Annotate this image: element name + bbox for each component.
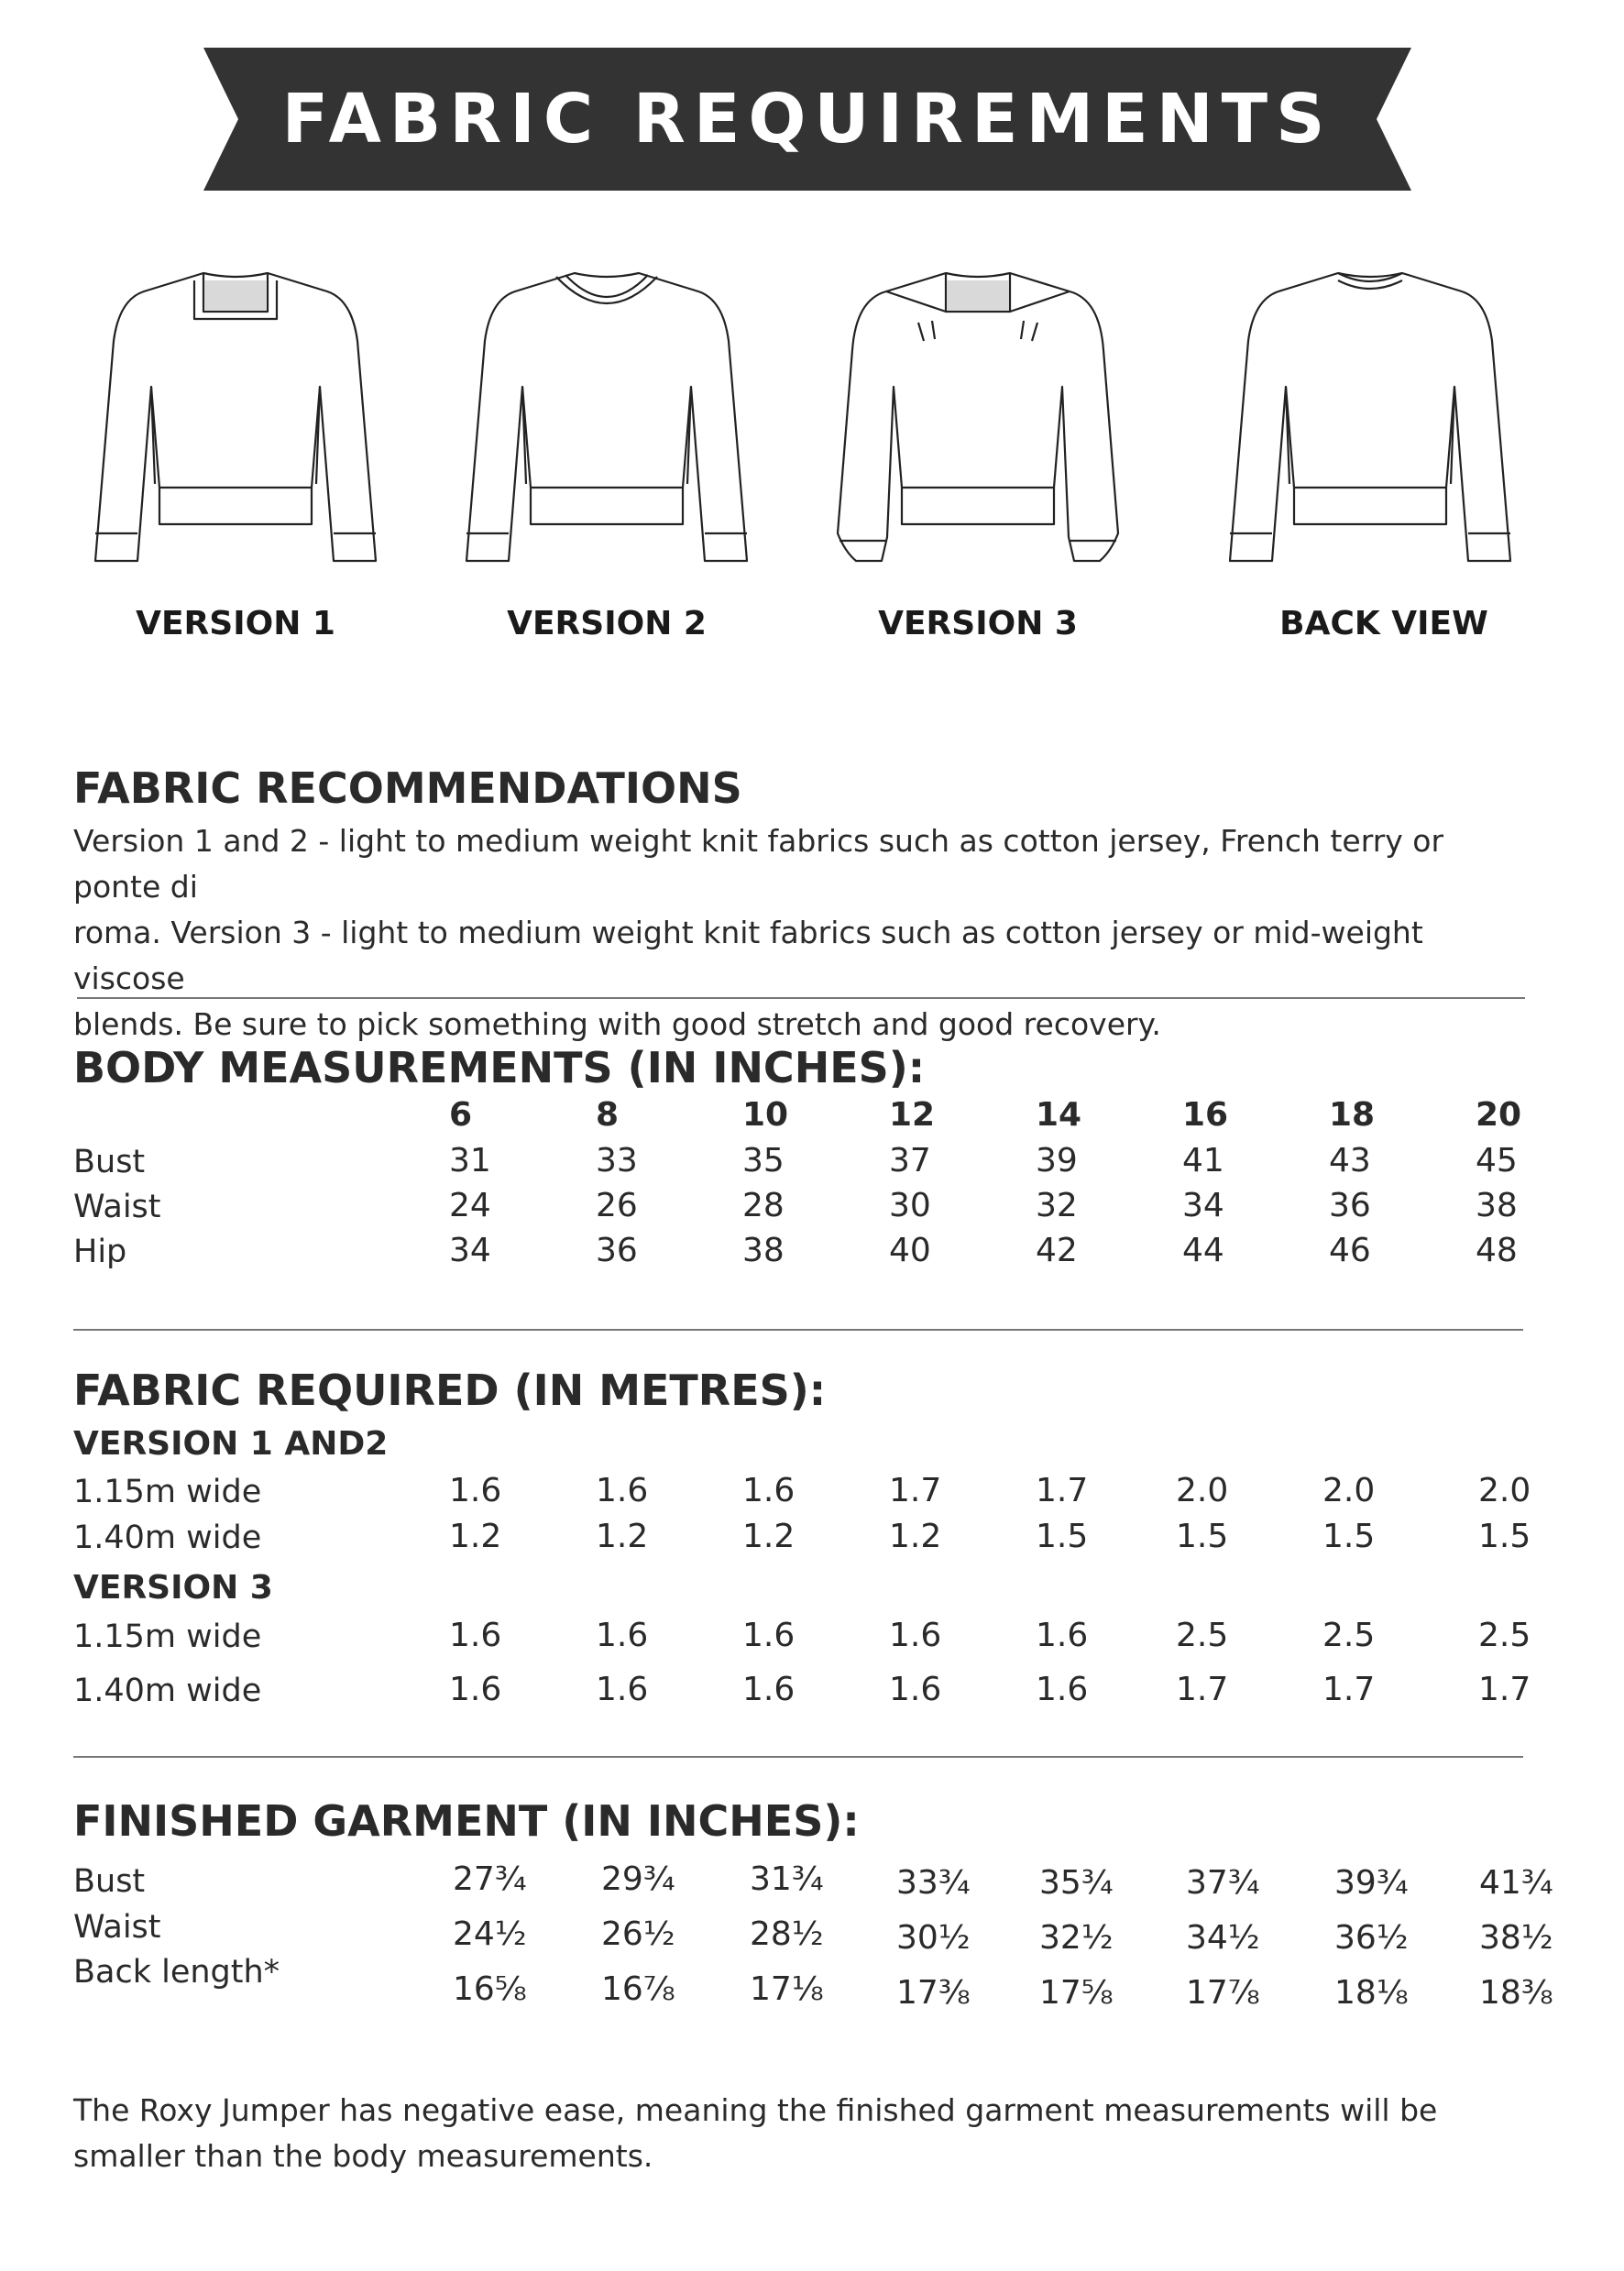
table-cell: 36 bbox=[596, 1232, 638, 1269]
size-header: 18 bbox=[1329, 1096, 1376, 1134]
table-cell: 37 bbox=[889, 1142, 931, 1179]
table-cell: 1.6 bbox=[596, 1671, 649, 1708]
table-cell: 31 bbox=[449, 1142, 491, 1179]
table-cell: 38 bbox=[742, 1232, 785, 1269]
finished-garment-heading: FINISHED GARMENT (IN INCHES): bbox=[73, 1796, 860, 1846]
row-label-waist: Waist bbox=[73, 1909, 161, 1946]
size-header: 6 bbox=[449, 1096, 473, 1134]
section-divider bbox=[73, 1329, 1523, 1331]
row-label-width: 1.15m wide bbox=[73, 1618, 262, 1655]
table-cell: 1.6 bbox=[742, 1671, 796, 1708]
table-cell: 34½ bbox=[1186, 1919, 1260, 1957]
version-3-jumper-illustration bbox=[808, 258, 1147, 588]
table-cell: 38 bbox=[1476, 1187, 1518, 1224]
table-cell: 18⅜ bbox=[1479, 1974, 1553, 2012]
table-cell: 2.0 bbox=[1176, 1472, 1229, 1509]
page-title: FABRIC REQUIREMENTS bbox=[281, 80, 1333, 159]
table-cell: 36 bbox=[1329, 1187, 1371, 1224]
version-3-label: VERSION 3 bbox=[878, 605, 1078, 642]
table-cell: 17⅜ bbox=[896, 1974, 971, 2012]
row-label-bust: Bust bbox=[73, 1863, 146, 1900]
table-cell: 28½ bbox=[750, 1915, 824, 1953]
fabric-recommendations-heading: FABRIC RECOMMENDATIONS bbox=[73, 763, 742, 813]
size-header: 16 bbox=[1182, 1096, 1229, 1134]
table-cell: 29¾ bbox=[601, 1860, 675, 1898]
section-divider bbox=[77, 997, 1525, 999]
table-cell: 1.5 bbox=[1478, 1518, 1531, 1555]
table-cell: 1.7 bbox=[1478, 1671, 1531, 1708]
table-cell: 39 bbox=[1036, 1142, 1078, 1179]
footnote-line: smaller than the body measurements. bbox=[73, 2138, 653, 2174]
fabric-recommendations-text bbox=[73, 818, 1540, 1048]
table-cell: 39¾ bbox=[1334, 1864, 1409, 1902]
table-cell: 1.5 bbox=[1176, 1518, 1229, 1555]
table-cell: 16⅝ bbox=[453, 1970, 527, 2008]
table-cell: 1.6 bbox=[596, 1617, 649, 1654]
negative-ease-note bbox=[73, 2088, 1540, 2179]
table-cell: 34 bbox=[1182, 1187, 1224, 1224]
table-cell: 24½ bbox=[453, 1915, 527, 1953]
table-cell: 26 bbox=[596, 1187, 638, 1224]
version-1-jumper-illustration bbox=[66, 258, 405, 588]
row-label-width: 1.15m wide bbox=[73, 1474, 262, 1510]
table-cell: 36½ bbox=[1334, 1919, 1409, 1957]
table-cell: 1.6 bbox=[449, 1472, 502, 1509]
table-cell: 2.5 bbox=[1176, 1617, 1229, 1654]
row-label-hip: Hip bbox=[73, 1234, 127, 1270]
table-cell: 1.2 bbox=[889, 1518, 942, 1555]
table-cell: 37¾ bbox=[1186, 1864, 1260, 1902]
title-banner bbox=[203, 48, 1411, 191]
table-cell: 32½ bbox=[1039, 1919, 1114, 1957]
table-cell: 2.0 bbox=[1478, 1472, 1531, 1509]
row-label-width: 1.40m wide bbox=[73, 1519, 262, 1556]
size-header: 10 bbox=[742, 1096, 789, 1134]
table-cell: 1.7 bbox=[889, 1472, 942, 1509]
table-cell: 1.6 bbox=[1036, 1617, 1089, 1654]
row-label-back-length: Back length* bbox=[73, 1954, 280, 1991]
table-cell: 42 bbox=[1036, 1232, 1078, 1269]
table-cell: 32 bbox=[1036, 1187, 1078, 1224]
recommendation-line: blends. Be sure to pick something with good stretch and good recovery. bbox=[73, 1006, 1161, 1042]
table-cell: 24 bbox=[449, 1187, 491, 1224]
version-3-subheading: VERSION 3 bbox=[73, 1569, 273, 1607]
table-cell: 45 bbox=[1476, 1142, 1518, 1179]
row-label-width: 1.40m wide bbox=[73, 1673, 262, 1709]
back-view-label: BACK VIEW bbox=[1279, 605, 1488, 642]
table-cell: 2.5 bbox=[1478, 1617, 1531, 1654]
footnote-line: The Roxy Jumper has negative ease, meaning the finished garment measurements will be bbox=[73, 2092, 1438, 2128]
size-header: 20 bbox=[1476, 1096, 1522, 1134]
table-cell: 1.7 bbox=[1176, 1671, 1229, 1708]
table-cell: 33 bbox=[596, 1142, 638, 1179]
table-cell: 1.6 bbox=[449, 1671, 502, 1708]
size-header: 14 bbox=[1036, 1096, 1082, 1134]
table-cell: 1.6 bbox=[449, 1617, 502, 1654]
table-cell: 2.5 bbox=[1322, 1617, 1376, 1654]
size-header: 8 bbox=[596, 1096, 620, 1134]
table-cell: 41¾ bbox=[1479, 1864, 1553, 1902]
table-cell: 17⅛ bbox=[750, 1970, 824, 2008]
recommendation-line: Version 1 and 2 - light to medium weight knit fabrics such as cotton jersey, French terry or ponte di bbox=[73, 823, 1444, 905]
table-cell: 1.6 bbox=[596, 1472, 649, 1509]
table-cell: 16⅞ bbox=[601, 1970, 675, 2008]
table-cell: 30 bbox=[889, 1187, 931, 1224]
body-measurements-heading: BODY MEASUREMENTS (IN INCHES): bbox=[73, 1043, 926, 1092]
version-1-label: VERSION 1 bbox=[136, 605, 335, 642]
back-view-jumper-illustration bbox=[1201, 258, 1540, 588]
row-label-waist: Waist bbox=[73, 1189, 161, 1225]
table-cell: 1.2 bbox=[596, 1518, 649, 1555]
table-cell: 26½ bbox=[601, 1915, 675, 1953]
version-1-and-2-subheading: VERSION 1 AND2 bbox=[73, 1425, 389, 1463]
table-cell: 34 bbox=[449, 1232, 491, 1269]
section-divider bbox=[73, 1756, 1523, 1758]
table-cell: 1.5 bbox=[1036, 1518, 1089, 1555]
table-cell: 1.6 bbox=[742, 1617, 796, 1654]
table-cell: 1.5 bbox=[1322, 1518, 1376, 1555]
version-2-label: VERSION 2 bbox=[507, 605, 707, 642]
table-cell: 40 bbox=[889, 1232, 931, 1269]
table-cell: 35¾ bbox=[1039, 1864, 1114, 1902]
size-header: 12 bbox=[889, 1096, 936, 1134]
version-2-jumper-illustration bbox=[437, 258, 776, 588]
table-cell: 1.6 bbox=[889, 1617, 942, 1654]
table-cell: 46 bbox=[1329, 1232, 1371, 1269]
table-cell: 1.2 bbox=[449, 1518, 502, 1555]
table-cell: 43 bbox=[1329, 1142, 1371, 1179]
table-cell: 17⅝ bbox=[1039, 1974, 1114, 2012]
table-cell: 27¾ bbox=[453, 1860, 527, 1898]
table-cell: 18⅛ bbox=[1334, 1974, 1409, 2012]
table-cell: 28 bbox=[742, 1187, 785, 1224]
table-cell: 1.6 bbox=[889, 1671, 942, 1708]
table-cell: 35 bbox=[742, 1142, 785, 1179]
recommendation-line: roma. Version 3 - light to medium weight knit fabrics such as cotton jersey or mid-weight viscose bbox=[73, 915, 1423, 996]
table-cell: 33¾ bbox=[896, 1864, 971, 1902]
table-cell: 1.6 bbox=[1036, 1671, 1089, 1708]
table-cell: 1.2 bbox=[742, 1518, 796, 1555]
table-cell: 1.7 bbox=[1036, 1472, 1089, 1509]
table-cell: 38½ bbox=[1479, 1919, 1553, 1957]
fabric-required-heading: FABRIC REQUIRED (IN METRES): bbox=[73, 1366, 827, 1415]
table-cell: 1.6 bbox=[742, 1472, 796, 1509]
table-cell: 30½ bbox=[896, 1919, 971, 1957]
table-cell: 48 bbox=[1476, 1232, 1518, 1269]
table-cell: 31¾ bbox=[750, 1860, 824, 1898]
table-cell: 41 bbox=[1182, 1142, 1224, 1179]
table-cell: 1.7 bbox=[1322, 1671, 1376, 1708]
table-cell: 17⅞ bbox=[1186, 1974, 1260, 2012]
table-cell: 2.0 bbox=[1322, 1472, 1376, 1509]
table-cell: 44 bbox=[1182, 1232, 1224, 1269]
row-label-bust: Bust bbox=[73, 1144, 146, 1180]
